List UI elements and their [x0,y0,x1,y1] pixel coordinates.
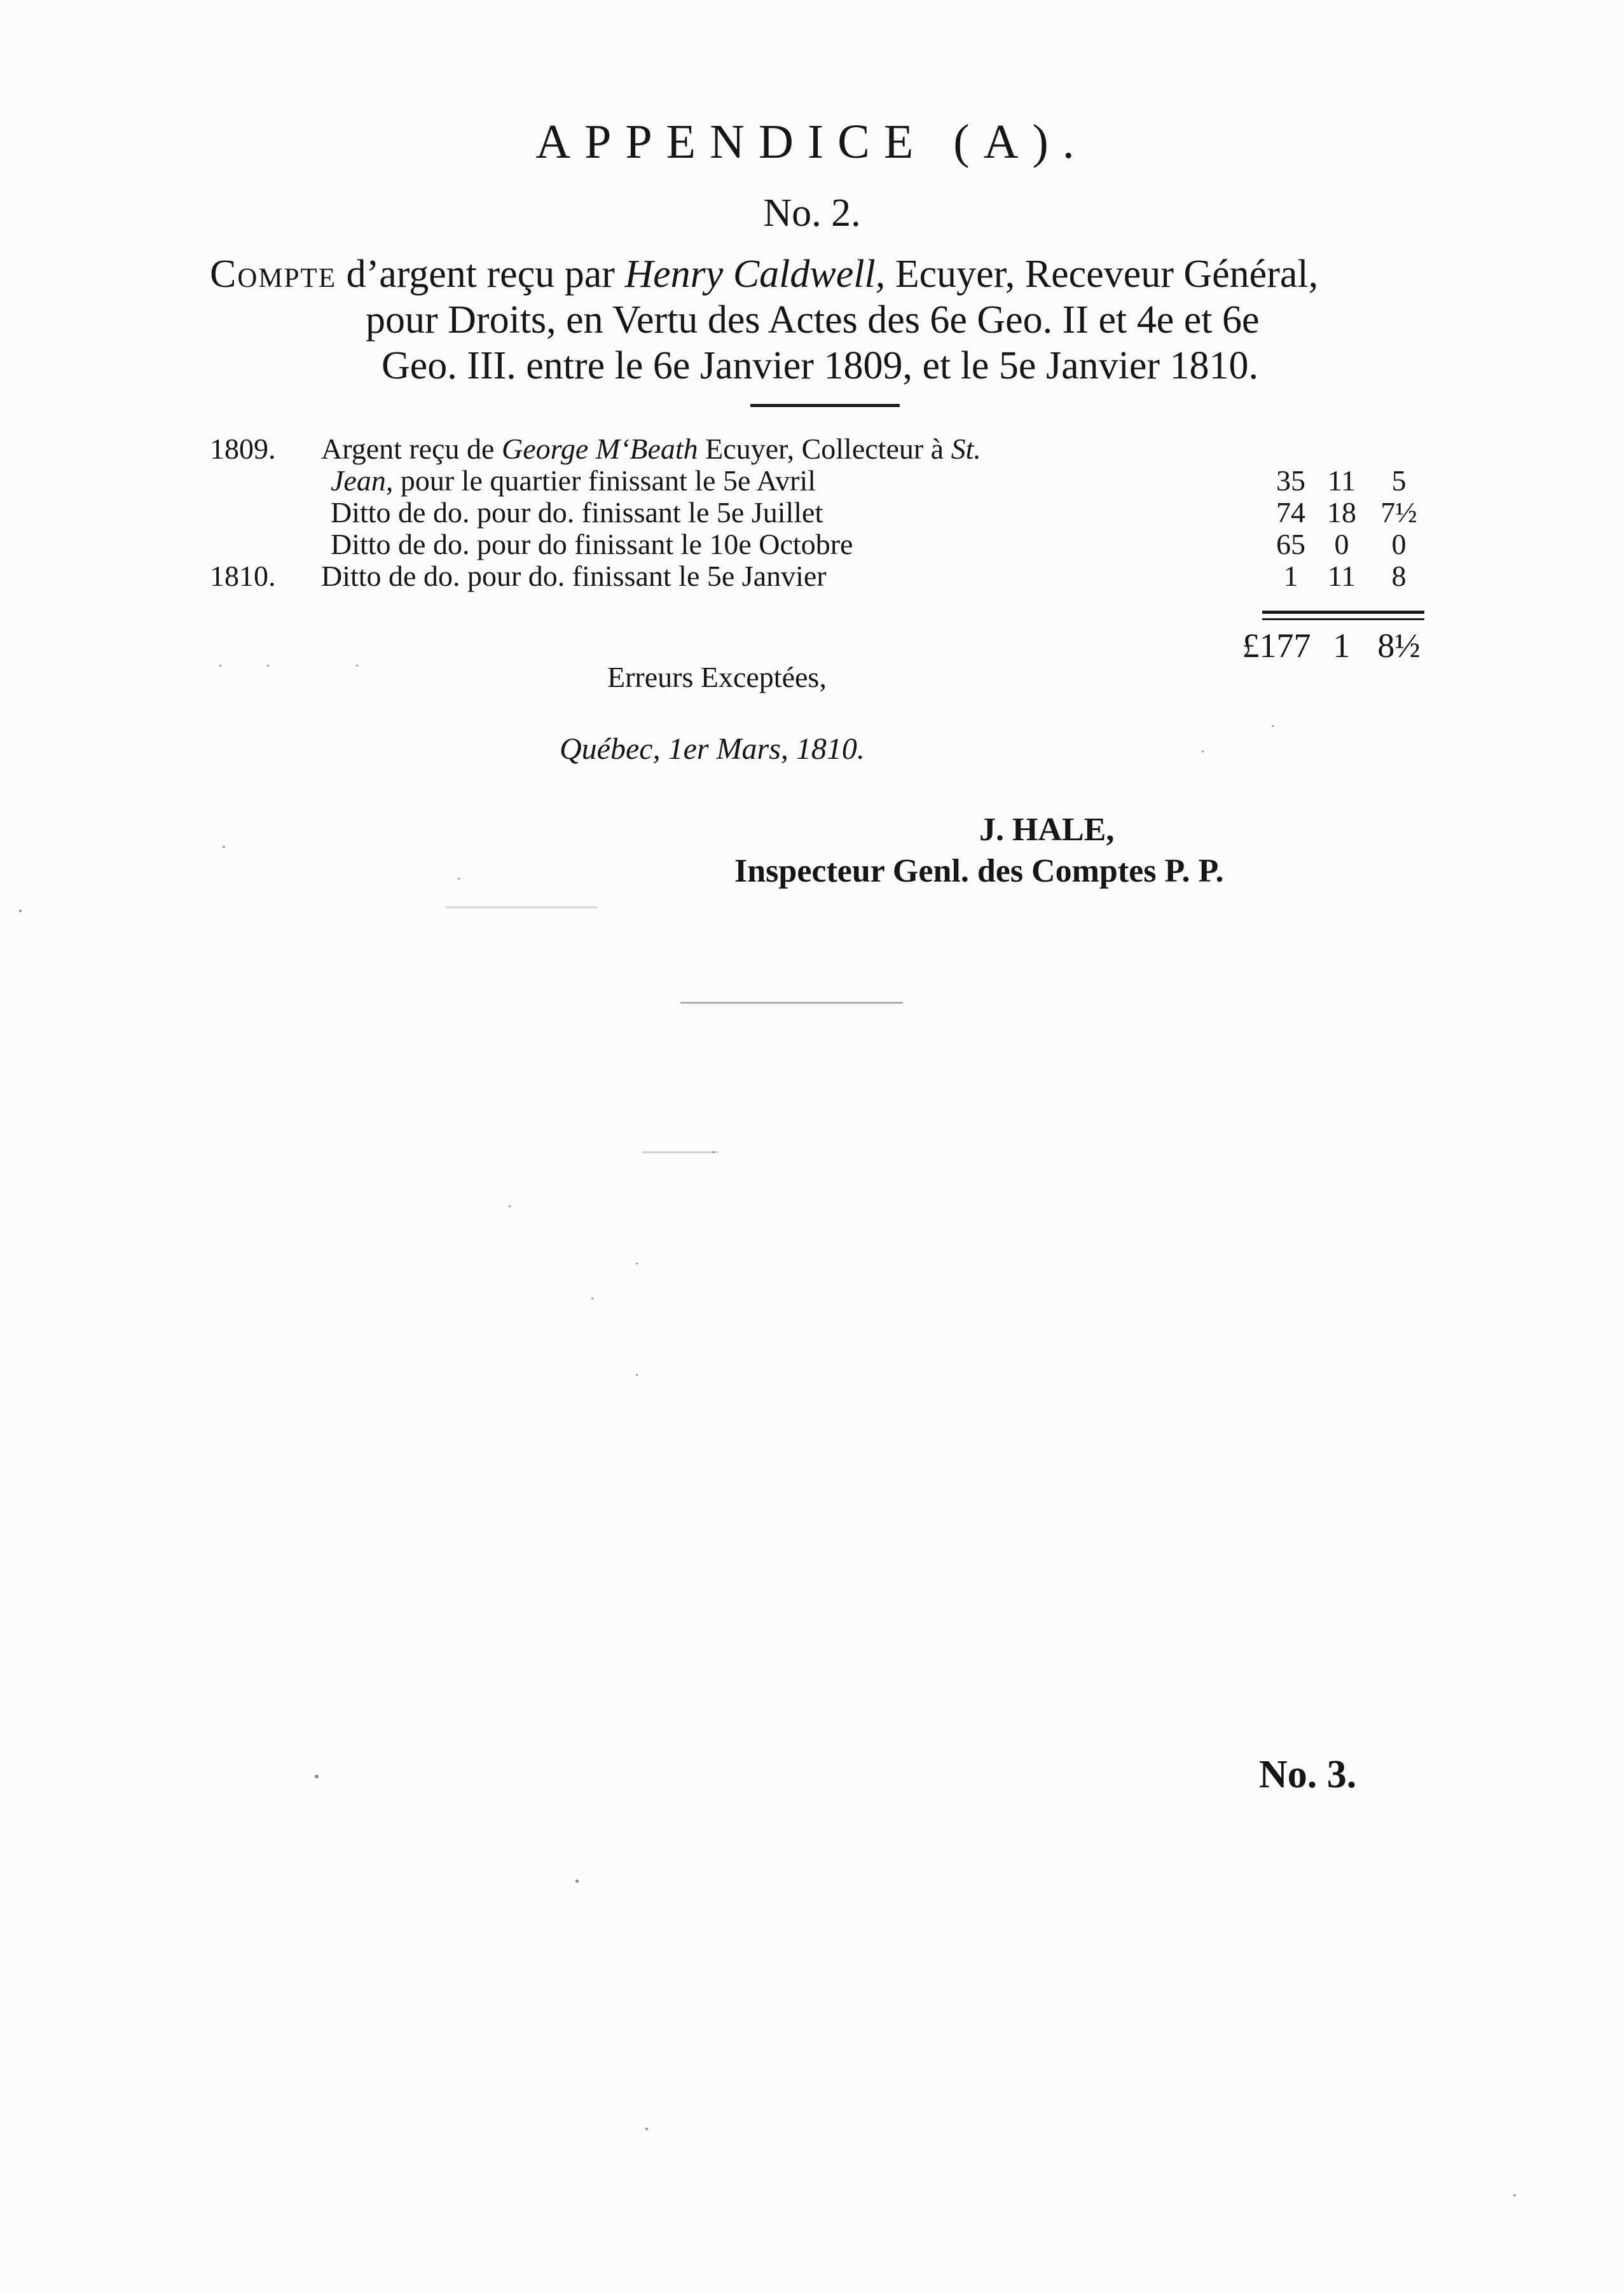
paper-speck [575,1880,579,1883]
paper-speck [591,1298,593,1299]
intro-line-3: Geo. III. entre le 6e Janvier 1809, et le 5e Janvier 1810. [382,344,1258,387]
signatory-title: Inspecteur Genl. des Comptes P. P. [734,853,1224,889]
signatory-name: J. HALE, [979,812,1115,848]
intro-lead-word: Compte [210,253,337,296]
ledger-text: pour le quartier finissant le 5e Avril [393,464,816,497]
ledger-description [321,433,981,466]
paper-speck [1272,725,1274,727]
amount-pence: 0 [1391,528,1407,560]
amount-pounds: 65 [1276,528,1305,560]
paper-speck [267,665,269,667]
place-name: St. [951,433,981,465]
paper-speck [458,878,460,880]
ledger-description: Ditto de do. pour do finissant le 10e Octobre [331,528,853,560]
place-name: Jean, [331,464,394,497]
show-through-mark [445,906,598,908]
paper-speck [1202,751,1204,752]
intro-line-1 [210,251,1318,297]
ledger-description: Ditto de do. pour do. finissant le 5e Janvier [321,560,827,592]
ledger-year: 1809. [210,433,276,465]
amount-pounds: 74 [1276,496,1305,529]
show-through-mark [642,1151,719,1153]
intro-line-2: pour Droits, en Vertu des Actes des 6e Geo. II et 4e et 6e [366,298,1260,342]
paper-speck [636,1374,638,1376]
appendix-heading: APPENDICE (A). [535,115,1089,169]
collector-name: George M‘Beath [501,433,698,465]
paper-speck [645,2128,648,2130]
place-date: Québec, 1er Mars, 1810. [560,732,865,766]
amount-shillings: 11 [1327,560,1356,592]
show-through-mark [680,1002,903,1004]
ledger-text: Ecuyer, Collecteur à [698,433,951,465]
paper-speck [223,846,225,848]
document-number: No. 2. [763,191,861,235]
amount-pounds: 35 [1276,464,1305,497]
paper-speck [19,910,22,912]
paper-speck [356,665,358,667]
amount-shillings: 18 [1327,496,1356,529]
amount-pence: 7½ [1380,496,1417,529]
ledger-description [331,464,816,497]
total-pence: 8½ [1377,627,1421,665]
catchword: No. 3. [1259,1753,1357,1796]
paper-speck [509,1205,511,1207]
paper-speck [636,1263,638,1264]
ledger-description: Ditto de do. pour do. finissant le 5e Juillet [331,496,823,529]
amount-pence: 5 [1391,464,1407,497]
ledger-year: 1810. [210,560,276,592]
divider-rule [750,404,900,407]
ledger-text: Argent reçu de [321,433,502,465]
amount-shillings: 11 [1327,464,1356,497]
sum-rule [1262,618,1424,620]
amount-shillings: 0 [1334,528,1349,560]
sum-rule [1262,611,1424,614]
amount-pence: 8 [1391,560,1407,592]
receiver-name: Henry Caldwell, [624,253,886,296]
paper-speck [315,1775,319,1778]
total-shillings: 1 [1333,627,1351,665]
paper-speck [219,665,221,667]
errata-note: Erreurs Exceptées, [607,661,827,693]
paper-speck [1513,2194,1516,2196]
intro-text: d’argent reçu par [336,253,625,296]
amount-pounds: 1 [1283,560,1298,592]
intro-text: Ecuyer, Receveur Général, [885,253,1319,296]
total-pounds: £177 [1242,627,1311,665]
